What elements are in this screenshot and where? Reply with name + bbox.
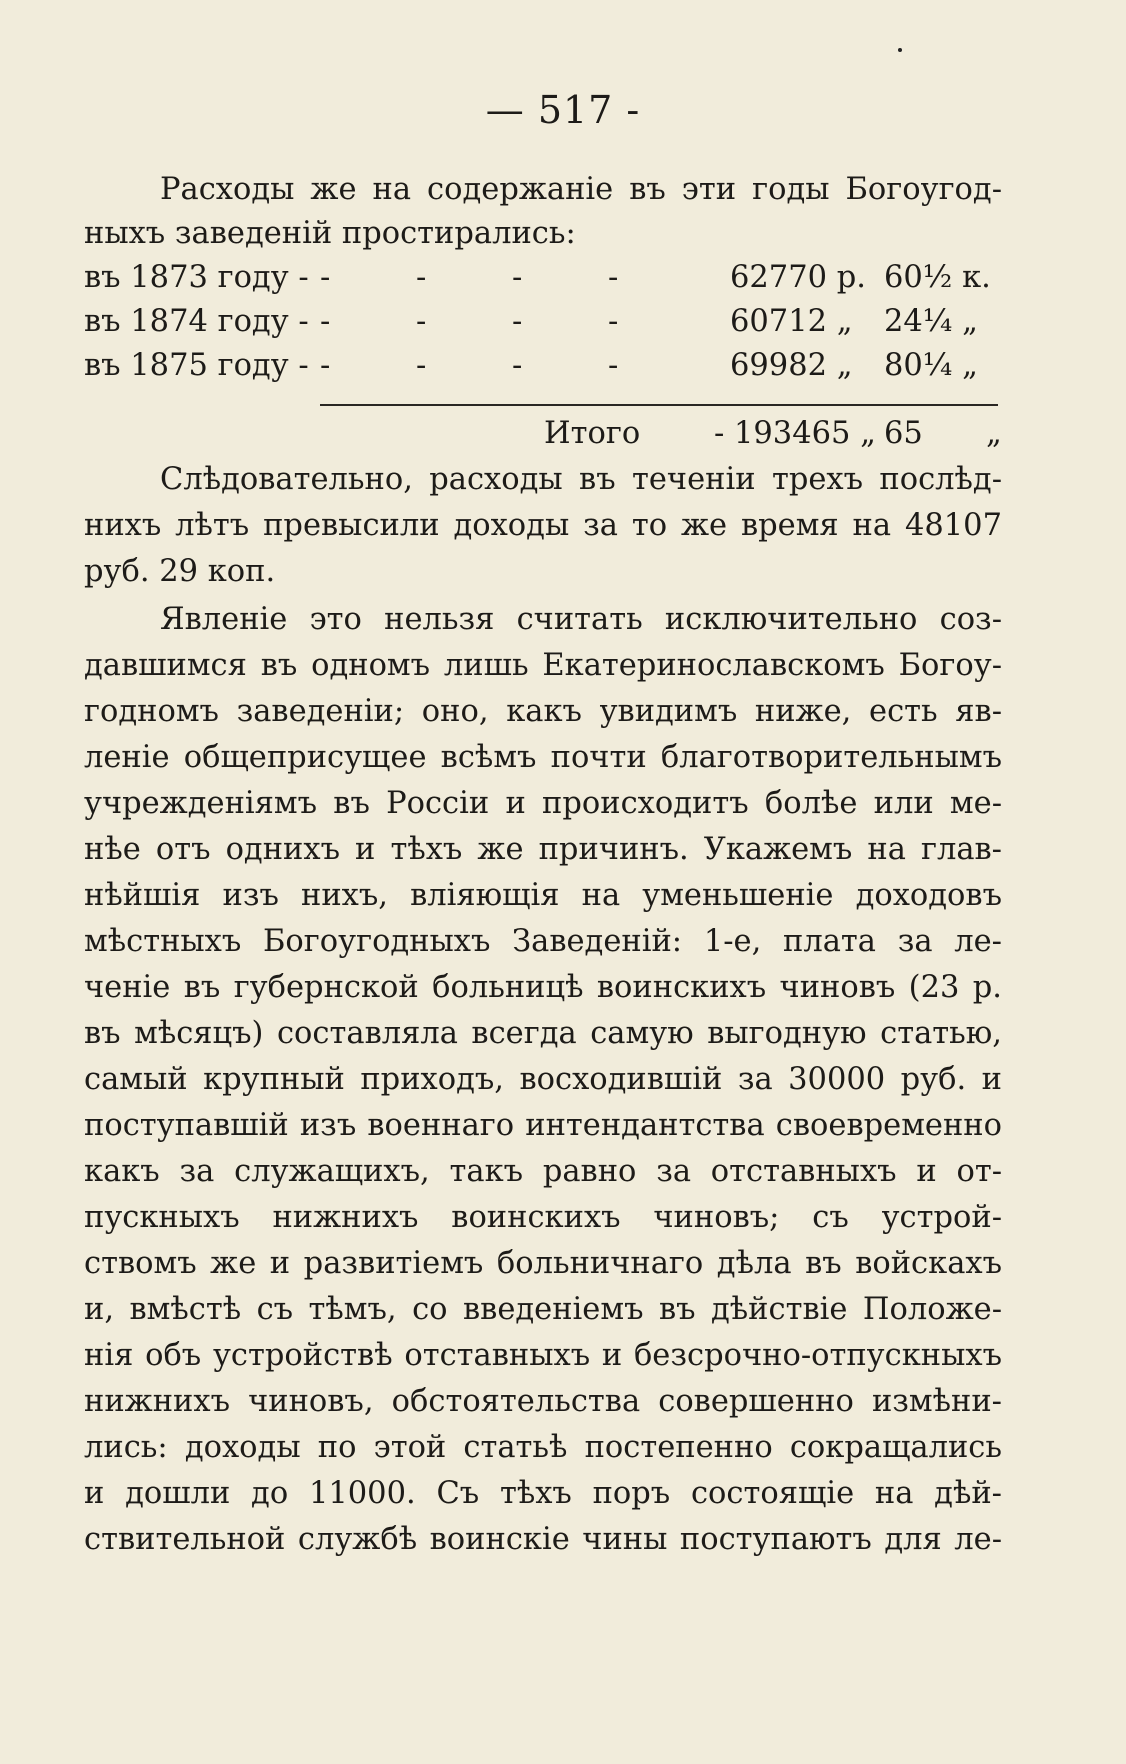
text-line: ленiе общеприсущее всѣмъ почти благотворительнымъ [84,740,1002,775]
row-label: въ 1874 году - [84,304,309,339]
text-line: ныхъ заведенiй простирались: [84,216,576,251]
row-rubles: 60712 „ [730,304,853,339]
text-line: годномъ заведенiи; оно, какъ увидимъ ниже, есть яв- [84,694,1002,729]
text-line: мѣстныхъ Богоугодныхъ Заведенiй: 1-е, плата за ле- [84,924,1002,959]
text-line: учрежденiямъ въ Россiи и происходитъ болѣе или ме- [84,786,1002,821]
row-kopecks: 60½ к. [884,260,991,295]
page-number: — 517 - [485,88,641,132]
total-rule [320,404,998,406]
expense-total-row [84,412,1002,456]
expense-row-1874 [84,300,1002,344]
text-line: нижнихъ чиновъ, обстоятельства совершенно измѣни- [84,1384,1002,1419]
text-line: ствомъ же и развитiемъ больничнаго дѣла въ войскахъ [84,1246,1002,1281]
row-label: въ 1873 году - [84,260,309,295]
text-line: давшимся въ одномъ лишь Екатеринославскомъ Богоу- [84,648,1002,683]
text-line: какъ за служащихъ, такъ равно за отставныхъ и от- [84,1154,1002,1189]
total-label: Итого [544,416,641,451]
ink-speck [898,48,902,52]
text-line: нiя объ устройствѣ отставныхъ и безсрочно-отпускныхъ [84,1338,1002,1373]
total-rubles: 193465 „ [734,416,876,451]
row-kopecks: 80¼ „ [884,348,978,383]
text-line: поступавшiй изъ военнаго интендантства своевременно [84,1108,1002,1143]
text-line: въ мѣсяцъ) составляла всегда самую выгодную статью, [84,1016,1002,1051]
text-line: нѣе отъ однихъ и тѣхъ же причинъ. Укажемъ на глав- [84,832,1002,867]
row-label: въ 1875 году - [84,348,309,383]
text-line: самый крупный приходъ, восходившiй за 30000 руб. и [84,1062,1002,1097]
total-dash: - [714,416,725,451]
text-line: ствительной службѣ воинскiе чины поступаютъ для ле- [84,1522,1002,1557]
text-line: лись: доходы по этой статьѣ постепенно сокращались [84,1430,1002,1465]
row-rubles: 62770 р. [730,260,866,295]
text-line: руб. 29 коп. [84,554,276,589]
row-dashes: - - - - [320,260,657,295]
text-line: и дошли до 11000. Съ тѣхъ поръ состоящiе на дѣй- [84,1476,1002,1511]
expense-row-1873 [84,256,1002,300]
text-line: Слѣдовательно, расходы въ теченiи трехъ послѣд- [160,462,1002,497]
total-kopecks: 65 [884,416,923,451]
row-kopecks: 24¼ „ [884,304,978,339]
text-line: Явленiе это нельзя считать исключительно соз- [160,602,1002,637]
text-line: ченiе въ губернской больницѣ воинскихъ чиновъ (23 р. [84,970,1002,1005]
expense-row-1875 [84,344,1002,388]
row-rubles: 69982 „ [730,348,853,383]
text-line: Расходы же на содержанiе въ эти годы Богоугод- [160,172,1002,207]
text-line: пускныхъ нижнихъ воинскихъ чиновъ; съ устрой- [84,1200,1002,1235]
row-dashes: - - - - [320,348,657,383]
text-line: нѣйшiя изъ нихъ, влiяющiя на уменьшенiе доходовъ [84,878,1002,913]
text-line: и, вмѣстѣ съ тѣмъ, со введенiемъ въ дѣйствiе Положе- [84,1292,1002,1327]
total-ditto-mark: „ [986,416,1002,451]
row-dashes: - - - - [320,304,657,339]
text-line: нихъ лѣтъ превысили доходы за то же время на 48107 [84,508,1002,543]
